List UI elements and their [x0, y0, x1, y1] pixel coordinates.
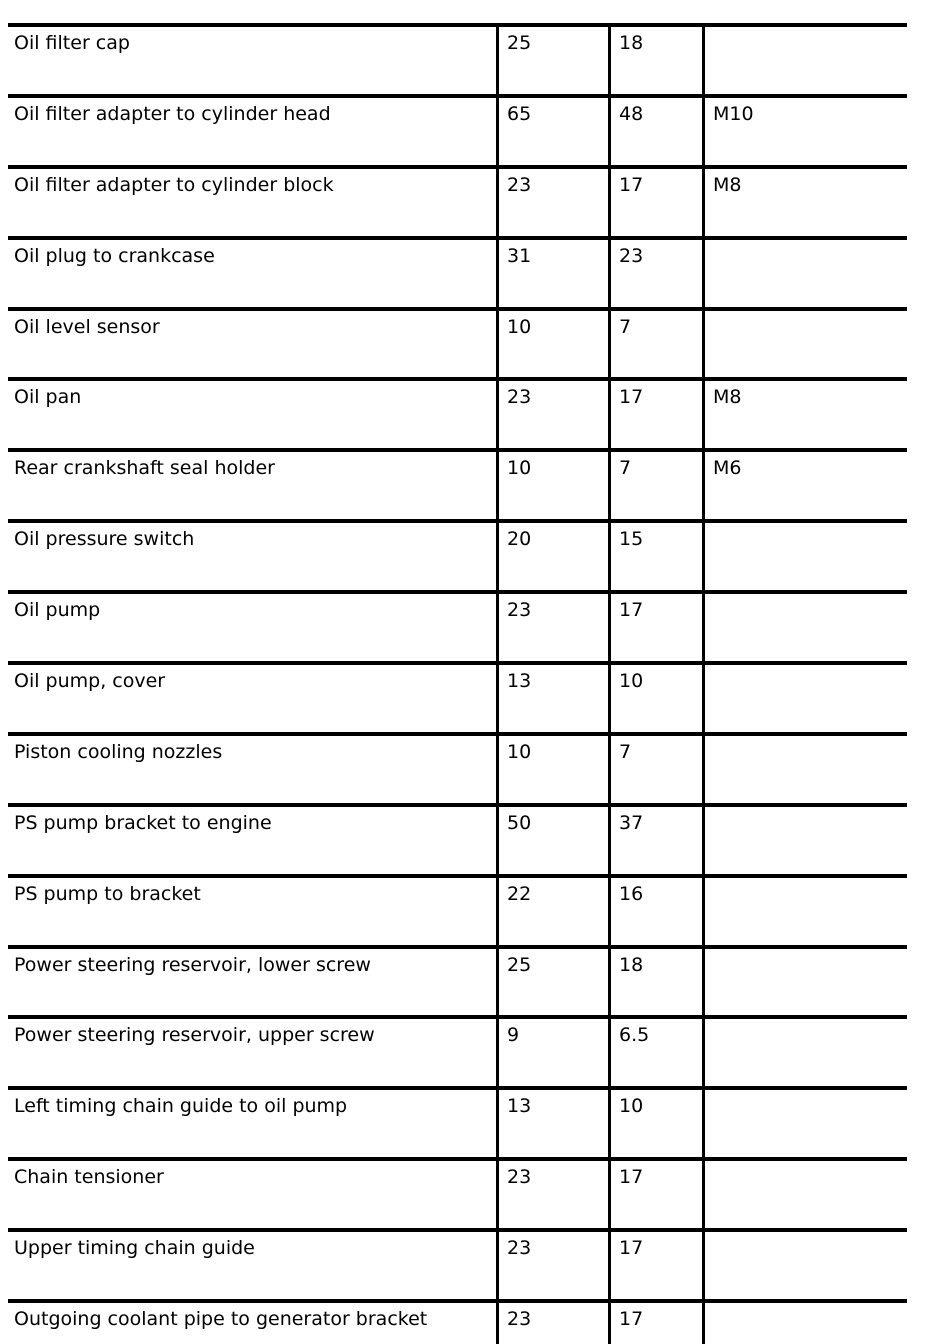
table-row [8, 448, 907, 519]
torque-ftlb-cell: 15 [608, 523, 702, 590]
torque-ftlb-cell: 16 [608, 878, 702, 945]
torque-nm-cell: 23 [496, 381, 608, 448]
torque-ftlb-cell: 17 [608, 594, 702, 661]
torque-nm-cell: 31 [496, 240, 608, 307]
torque-nm-cell: 23 [496, 169, 608, 236]
torque-nm-cell: 65 [496, 98, 608, 165]
table-row [8, 519, 907, 590]
table-row [8, 1086, 907, 1157]
component-cell: Oil pump, cover [14, 670, 166, 693]
component-cell: Oil pressure switch [14, 528, 195, 551]
thread-size-cell [702, 1303, 907, 1344]
table-row [8, 377, 907, 448]
torque-ftlb-cell: 7 [608, 311, 702, 378]
table-row [8, 874, 907, 945]
torque-ftlb-cell: 17 [608, 1303, 702, 1344]
torque-nm-cell: 23 [496, 594, 608, 661]
torque-ftlb-cell: 18 [608, 27, 702, 94]
component-cell: Oil pan [14, 386, 82, 409]
torque-nm-cell: 10 [496, 736, 608, 803]
torque-spec-table [8, 23, 907, 1344]
table-row [8, 94, 907, 165]
torque-ftlb-cell: 23 [608, 240, 702, 307]
table-row [8, 1015, 907, 1086]
torque-nm-cell: 23 [496, 1232, 608, 1299]
component-cell: Rear crankshaft seal holder [14, 457, 275, 480]
table-row [8, 732, 907, 803]
thread-size-cell [702, 311, 907, 378]
torque-nm-cell: 22 [496, 878, 608, 945]
torque-ftlb-cell: 7 [608, 452, 702, 519]
table-row [8, 945, 907, 1016]
component-cell: Oil filter adapter to cylinder head [14, 102, 331, 125]
component-cell: Upper timing chain guide [14, 1237, 255, 1260]
torque-nm-cell: 10 [496, 452, 608, 519]
component-cell: PS pump to bracket [14, 882, 201, 905]
component-cell: Left timing chain guide to oil pump [14, 1095, 348, 1118]
torque-nm-cell: 23 [496, 1161, 608, 1228]
table-row [8, 307, 907, 378]
torque-nm-cell: 10 [496, 311, 608, 378]
component-cell: Oil pump [14, 599, 101, 622]
component-cell: PS pump bracket to engine [14, 811, 272, 834]
component-cell: Oil filter adapter to cylinder block [14, 173, 334, 196]
thread-size-cell [702, 523, 907, 590]
table-row [8, 1157, 907, 1228]
torque-nm-cell: 20 [496, 523, 608, 590]
torque-nm-cell: 23 [496, 1303, 608, 1344]
torque-ftlb-cell: 18 [608, 949, 702, 1016]
thread-size-cell: M6 [702, 452, 907, 519]
component-cell: Power steering reservoir, lower screw [14, 953, 371, 976]
torque-ftlb-cell: 17 [608, 381, 702, 448]
torque-nm-cell: 25 [496, 949, 608, 1016]
component-cell: Oil plug to crankcase [14, 244, 215, 267]
torque-nm-cell: 13 [496, 1090, 608, 1157]
torque-ftlb-cell: 48 [608, 98, 702, 165]
table-row [8, 165, 907, 236]
table-row [8, 590, 907, 661]
torque-ftlb-cell: 6.5 [608, 1019, 702, 1086]
component-cell: Chain tensioner [14, 1166, 164, 1189]
thread-size-cell [702, 27, 907, 94]
thread-size-cell [702, 807, 907, 874]
component-cell: Outgoing coolant pipe to generator bracket [14, 1308, 428, 1331]
torque-ftlb-cell: 10 [608, 665, 702, 732]
thread-size-cell [702, 949, 907, 1016]
thread-size-cell [702, 594, 907, 661]
torque-ftlb-cell: 10 [608, 1090, 702, 1157]
torque-nm-cell: 9 [496, 1019, 608, 1086]
thread-size-cell: M8 [702, 169, 907, 236]
table-row [8, 1228, 907, 1299]
thread-size-cell [702, 1232, 907, 1299]
torque-ftlb-cell: 7 [608, 736, 702, 803]
component-cell: Oil level sensor [14, 315, 160, 338]
torque-ftlb-cell: 17 [608, 1161, 702, 1228]
thread-size-cell [702, 1161, 907, 1228]
table-row [8, 23, 907, 94]
torque-ftlb-cell: 17 [608, 169, 702, 236]
torque-nm-cell: 50 [496, 807, 608, 874]
torque-nm-cell: 25 [496, 27, 608, 94]
thread-size-cell [702, 736, 907, 803]
thread-size-cell: M8 [702, 381, 907, 448]
component-cell: Piston cooling nozzles [14, 740, 223, 763]
component-cell: Power steering reservoir, upper screw [14, 1024, 375, 1047]
thread-size-cell: M10 [702, 98, 907, 165]
table-row [8, 661, 907, 732]
thread-size-cell [702, 1090, 907, 1157]
component-cell: Oil filter cap [14, 32, 130, 54]
table-row [8, 803, 907, 874]
torque-nm-cell: 13 [496, 665, 608, 732]
table-row [8, 236, 907, 307]
thread-size-cell [702, 1019, 907, 1086]
thread-size-cell [702, 665, 907, 732]
torque-ftlb-cell: 37 [608, 807, 702, 874]
thread-size-cell [702, 878, 907, 945]
thread-size-cell [702, 240, 907, 307]
table-row [8, 1299, 907, 1344]
torque-ftlb-cell: 17 [608, 1232, 702, 1299]
